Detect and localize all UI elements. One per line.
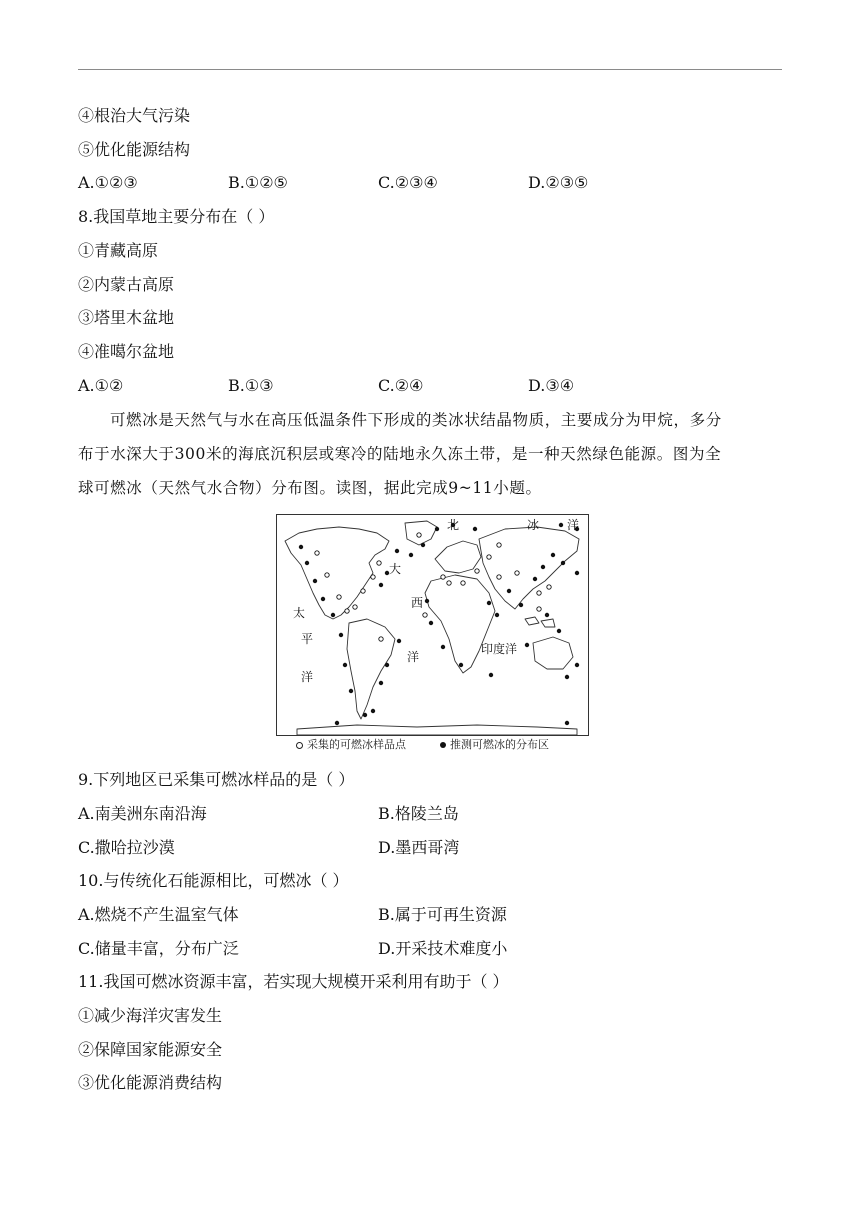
sampled-point (461, 581, 465, 585)
inferred-point (397, 639, 401, 643)
inferred-point (379, 681, 383, 685)
antarctica-shape (297, 725, 577, 735)
label-arctic-yang: 洋 (567, 518, 580, 532)
sampled-point (379, 637, 383, 641)
q7-option-b: B.①②⑤ (228, 173, 288, 192)
inferred-point (343, 663, 347, 667)
inferred-point (435, 527, 439, 531)
sampled-point (377, 561, 381, 565)
asia-shape (479, 527, 579, 609)
open-dot-icon (296, 742, 303, 749)
q9-option-d: D.墨西哥湾 (378, 838, 460, 857)
label-indian-ocean: 印度洋 (481, 642, 518, 656)
sampled-point (325, 573, 329, 577)
q10-option-a: A.燃烧不产生温室气体 (78, 905, 239, 924)
inferred-point (321, 597, 325, 601)
sampled-point (537, 607, 541, 611)
label-atlantic-xi: 西 (411, 596, 424, 610)
islands-shape (525, 617, 555, 627)
sampled-point (475, 569, 479, 573)
passage-line-2: 布于水深大于300米的海底沉积层或寒冷的陆地永久冻土带，是一种天然绿色能源。图为全 (78, 445, 722, 463)
inferred-point (525, 643, 529, 647)
sampled-point (537, 591, 541, 595)
inferred-point (489, 673, 493, 677)
sampled-point (417, 533, 421, 537)
inferred-point (575, 663, 579, 667)
q8-item-3: ③塔里木盆地 (78, 308, 175, 327)
q7-option-a: A.①②③ (78, 173, 138, 192)
sampled-point (371, 575, 375, 579)
inferred-point (551, 553, 555, 557)
sampled-point (315, 551, 319, 555)
q7-option-c: C.②③④ (378, 173, 438, 192)
inferred-point (425, 599, 429, 603)
q9-option-b: B.格陵兰岛 (378, 804, 459, 823)
q9-option-c: C.撒哈拉沙漠 (78, 838, 175, 857)
south-america-shape (347, 619, 395, 719)
q7-option-d: D.②③⑤ (528, 173, 589, 192)
q10-stem: 10.与传统化石能源相比，可燃冰（ ） (78, 871, 349, 890)
label-pacific-tai: 太 (293, 606, 306, 620)
legend-inferred: 推测可燃冰的分布区 (440, 738, 549, 752)
sampled-point (337, 595, 341, 599)
q8-option-c: C.②④ (378, 376, 424, 395)
inferred-point (565, 721, 569, 725)
q9-option-a: A.南美洲东南沿海 (78, 804, 207, 823)
q8-item-2: ②内蒙古高原 (78, 275, 175, 294)
q10-option-d: D.开采技术难度小 (378, 939, 508, 958)
label-atlantic-da: 大 (389, 562, 402, 576)
inferred-point (395, 549, 399, 553)
inferred-point (385, 663, 389, 667)
q11-item-3: ③优化能源消费结构 (78, 1073, 223, 1092)
q7-item-4: ④根治大气污染 (78, 106, 191, 125)
africa-shape (425, 575, 495, 673)
q9-stem: 9.下列地区已采集可燃冰样品的是（ ） (78, 770, 355, 789)
q11-stem: 11.我国可燃冰资源丰富，若实现大规模开采利用有助于（ ） (78, 972, 509, 991)
inferred-point (545, 613, 549, 617)
label-pacific-yang: 洋 (301, 670, 314, 684)
inferred-point (335, 721, 339, 725)
inferred-point (575, 571, 579, 575)
inferred-point (559, 523, 563, 527)
greenland-shape (405, 521, 437, 545)
inferred-point (305, 561, 309, 565)
q11-item-2: ②保障国家能源安全 (78, 1040, 223, 1059)
label-pacific-ping: 平 (301, 632, 314, 646)
sampled-point (353, 605, 357, 609)
q8-option-d: D.③④ (528, 376, 575, 395)
q8-stem: 8.我国草地主要分布在（ ） (78, 207, 275, 226)
legend-sampled: 采集的可燃冰样品点 (296, 738, 406, 752)
inferred-point (565, 675, 569, 679)
header-rule (78, 69, 782, 70)
inferred-point (473, 527, 477, 531)
q10-option-c: C.储量丰富，分布广泛 (78, 939, 239, 958)
inferred-point (541, 565, 545, 569)
sampled-point (497, 543, 501, 547)
passage-line-3: 球可燃冰（天然气水合物）分布图。读图，据此完成9~11小题。 (78, 479, 542, 497)
inferred-point (299, 545, 303, 549)
q8-option-a: A.①② (78, 376, 124, 395)
inferred-point (429, 621, 433, 625)
inferred-point (441, 645, 445, 649)
inferred-point (409, 553, 413, 557)
inferred-point (557, 629, 561, 633)
inferred-point (339, 633, 343, 637)
sampled-point (345, 609, 349, 613)
q7-item-5: ⑤优化能源结构 (78, 140, 191, 159)
inferred-point (519, 603, 523, 607)
sampled-point (441, 575, 445, 579)
passage-line-1: 可燃冰是天然气与水在高压低温条件下形成的类冰状结晶物质，主要成分为甲烷，多分 (110, 411, 722, 429)
passage (78, 403, 782, 505)
q8-item-4: ④准噶尔盆地 (78, 342, 175, 361)
inferred-point (487, 601, 491, 605)
q8-item-1: ①青藏高原 (78, 241, 159, 260)
inferred-point (349, 689, 353, 693)
inferred-point (379, 583, 383, 587)
gas-hydrate-map (276, 514, 589, 736)
sampled-point (487, 555, 491, 559)
sampled-point (515, 571, 519, 575)
sampled-point (497, 575, 501, 579)
filled-dot-icon (440, 742, 446, 748)
inferred-point (421, 543, 425, 547)
sampled-point (423, 613, 427, 617)
europe-shape (435, 541, 481, 573)
label-arctic-bing: 冰 (527, 518, 540, 532)
inferred-point (495, 613, 499, 617)
inferred-point (313, 579, 317, 583)
sampled-point (547, 585, 551, 589)
australia-shape (533, 637, 573, 669)
inferred-point (561, 561, 565, 565)
inferred-point (507, 589, 511, 593)
inferred-point (371, 709, 375, 713)
q10-option-b: B.属于可再生资源 (378, 905, 507, 924)
world-map-svg (277, 515, 588, 735)
inferred-point (459, 663, 463, 667)
sampled-point (447, 581, 451, 585)
inferred-point (533, 577, 537, 581)
sampled-point (361, 589, 365, 593)
label-atlantic-yang: 洋 (407, 650, 420, 664)
label-north: 北 (447, 518, 460, 532)
inferred-point (331, 613, 335, 617)
inferred-point (363, 713, 367, 717)
q8-option-b: B.①③ (228, 376, 274, 395)
q11-item-1: ①减少海洋灾害发生 (78, 1006, 223, 1025)
